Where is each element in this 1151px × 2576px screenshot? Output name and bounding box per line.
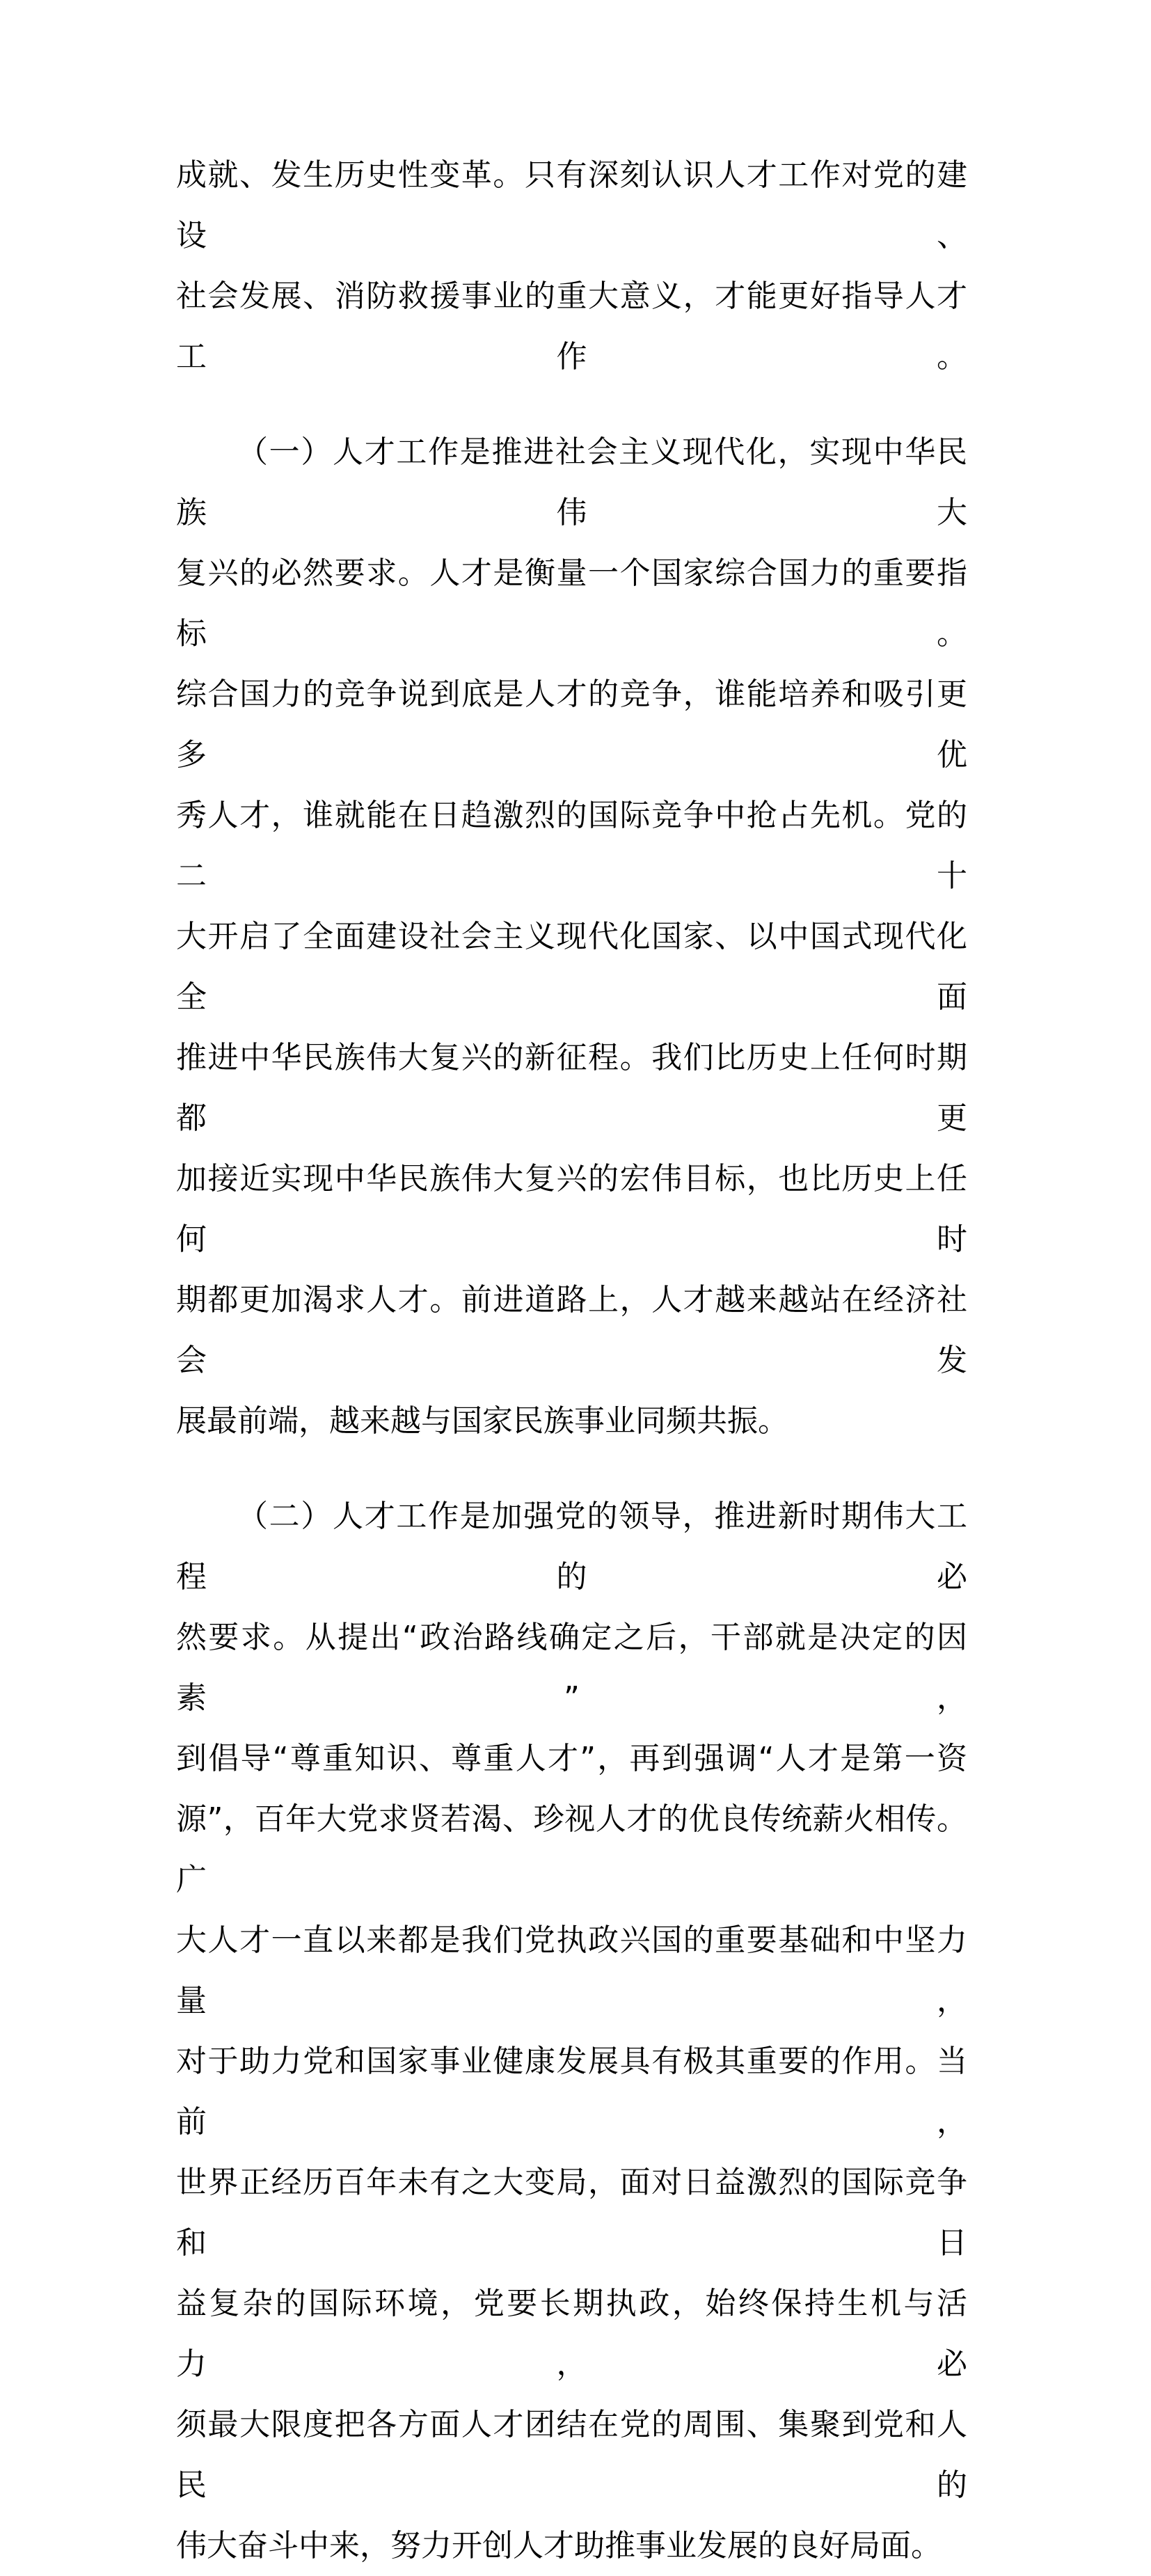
text-line: 世界正经历百年未有之大变局，面对日益激烈的国际竞争和日 [176, 2165, 967, 2261]
text-line: （一）人才工作是推进社会主义现代化，实现中华民族伟大 [176, 434, 967, 530]
paragraph-two [176, 1486, 967, 2576]
text-line: 须最大限度把各方面人才团结在党的周围、集聚到党和人民的 [176, 2407, 967, 2503]
text-line: 益复杂的国际环境，党要长期执政，始终保持生机与活力，必 [176, 2286, 967, 2382]
paragraph-continuation [176, 145, 967, 387]
text-line: 大人才一直以来都是我们党执政兴国的重要基础和中坚力量， [176, 1922, 967, 2018]
text-line: 然要求。从提出“政治路线确定之后，干部就是决定的因素”， [176, 1620, 967, 1716]
text-line: （二）人才工作是加强党的领导，推进新时期伟大工程的必 [176, 1499, 967, 1595]
text-line: 推进中华民族伟大复兴的新征程。我们比历史上任何时期都更 [176, 1040, 967, 1136]
text-line: 源”，百年大党求贤若渴、珍视人才的优良传统薪火相传。广 [176, 1801, 967, 1897]
document-body [176, 145, 967, 2576]
text-line: 社会发展、消防救援事业的重大意义，才能更好指导人才工作。 [176, 278, 967, 374]
text-line: 大开启了全面建设社会主义现代化国家、以中国式现代化全面 [176, 919, 967, 1015]
text-line: 伟大奋斗中来，努力开创人才助推事业发展的良好局面。 [176, 2528, 942, 2563]
text-line: 复兴的必然要求。人才是衡量一个国家综合国力的重要指标。 [176, 555, 967, 651]
text-line: 秀人才，谁就能在日趋激烈的国际竞争中抢占先机。党的二十 [176, 798, 967, 894]
text-line: 期都更加渴求人才。前进道路上，人才越来越站在经济社会发 [176, 1282, 967, 1378]
text-line: 到倡导“尊重知识、尊重人才”，再到强调“人才是第一资 [176, 1741, 967, 1776]
text-line: 综合国力的竞争说到底是人才的竞争，谁能培养和吸引更多优 [176, 677, 967, 773]
text-line: 加接近实现中华民族伟大复兴的宏伟目标，也比历史上任何时 [176, 1161, 967, 1257]
paragraph-one [176, 422, 967, 1451]
text-line: 成就、发生历史性变革。只有深刻认识人才工作对党的建设、 [176, 157, 967, 253]
text-line: 展最前端，越来越与国家民族事业同频共振。 [176, 1403, 788, 1439]
text-line: 对于助力党和国家事业健康发展具有极其重要的作用。当前， [176, 2044, 967, 2140]
